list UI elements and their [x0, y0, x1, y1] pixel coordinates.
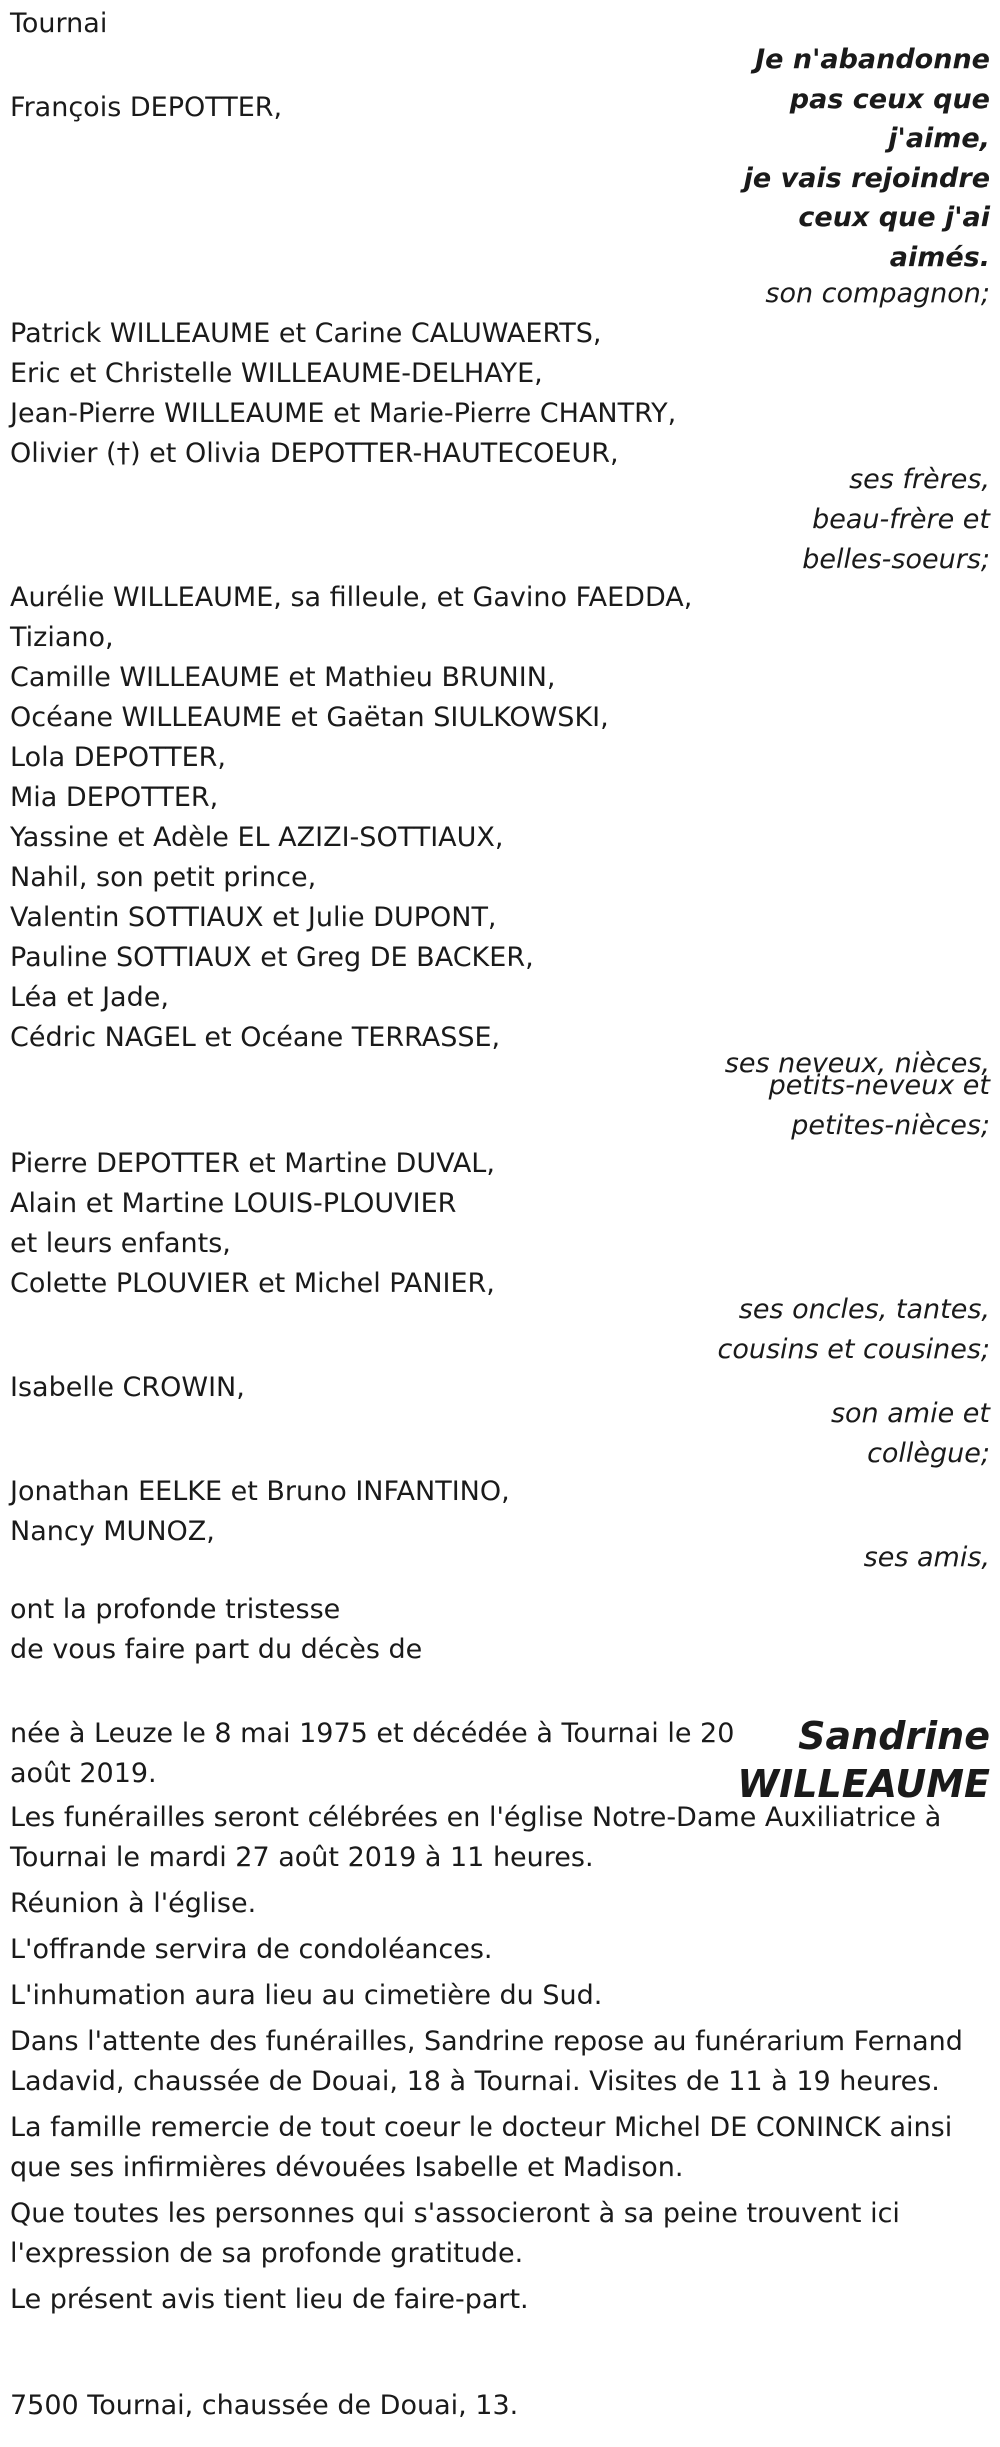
detail-paragraph: L'offrande servira de condoléances. — [10, 1934, 493, 1965]
family-name: Jonathan EELKE et Bruno INFANTINO, — [10, 1476, 510, 1507]
family-name: Eric et Christelle WILLEAUME-DELHAYE, — [10, 358, 543, 389]
detail-paragraph: Dans l'attente des funérailles, Sandrine repose au funérarium Fernand Ladavid, chaussée de Douai, 18 à Tournai. Visites de 11 à 19 heures. — [10, 2026, 963, 2097]
family-name: et leurs enfants, — [10, 1228, 231, 1259]
relation-label: ses neveux, nièces, — [724, 1048, 990, 1079]
relation-label: cousins et cousines; — [717, 1334, 990, 1365]
family-name: Camille WILLEAUME et Mathieu BRUNIN, — [10, 662, 556, 693]
family-name: Patrick WILLEAUME et Carine CALUWAERTS, — [10, 318, 602, 349]
companion-name: François DEPOTTER, — [10, 92, 283, 123]
address: 7500 Tournai, chaussée de Douai, 13. — [10, 2390, 519, 2421]
quote-line: j'aime, — [888, 123, 990, 154]
family-name: Océane WILLEAUME et Gaëtan SIULKOWSKI, — [10, 702, 609, 733]
family-name: Valentin SOTTIAUX et Julie DUPONT, — [10, 902, 497, 933]
detail-paragraph: Réunion à l'église. — [10, 1888, 257, 1919]
family-name: Aurélie WILLEAUME, sa filleule, et Gavino FAEDDA, — [10, 582, 693, 613]
quote-line: aimés. — [889, 241, 990, 273]
family-name: Jean-Pierre WILLEAUME et Marie-Pierre CHANTRY, — [10, 398, 677, 429]
family-name: Colette PLOUVIER et Michel PANIER, — [10, 1268, 495, 1299]
detail-paragraph: La famille remercie de tout coeur le docteur Michel DE CONINCK ainsi que ses infirmières dévouées Isabelle et Madison. — [10, 2112, 953, 2183]
deceased-name — [737, 1712, 990, 1808]
detail-paragraph: Que toutes les personnes qui s'associeront à sa peine trouvent ici l'expression de sa profonde gratitude. — [10, 2198, 900, 2269]
family-name: Nancy MUNOZ, — [10, 1516, 215, 1547]
family-name: Pauline SOTTIAUX et Greg DE BACKER, — [10, 942, 534, 973]
quote-line: je vais rejoindre — [743, 162, 990, 194]
detail-paragraph: Le présent avis tient lieu de faire-part. — [10, 2284, 529, 2315]
family-name: Mia DEPOTTER, — [10, 782, 219, 813]
family-name: Olivier (†) et Olivia DEPOTTER-HAUTECOEUR, — [10, 438, 619, 469]
announcement-line: de vous faire part du décès de — [10, 1634, 423, 1665]
family-name: Yassine et Adèle EL AZIZI-SOTTIAUX, — [10, 822, 504, 853]
family-name: Cédric NAGEL et Océane TERRASSE, — [10, 1022, 501, 1053]
companion-relation: son compagnon; — [765, 278, 990, 309]
relation-label: ses amis, — [863, 1542, 990, 1573]
quote-line: ceux que j'ai — [798, 202, 990, 233]
detail-paragraph: L'inhumation aura lieu au cimetière du Sud. — [10, 1980, 603, 2011]
relation-label: ses frères, — [849, 464, 990, 495]
relation-label: belles-soeurs; — [802, 544, 990, 575]
announcement-line: ont la profonde tristesse — [10, 1594, 341, 1625]
deceased-last-name: WILLEAUME — [737, 1762, 990, 1806]
relation-label: collègue; — [867, 1438, 990, 1469]
quote-line: pas ceux que — [789, 83, 990, 115]
epitaph-quote — [744, 40, 990, 277]
detail-paragraph: Les funérailles seront célébrées en l'église Notre-Dame Auxiliatrice à Tournai le mardi 27 août 2019 à 11 heures. — [10, 1802, 942, 1873]
family-name: Alain et Martine LOUIS-PLOUVIER — [10, 1188, 457, 1219]
family-name: Isabelle CROWIN, — [10, 1372, 245, 1403]
city-header: Tournai — [10, 8, 108, 39]
relation-label: beau-frère et — [812, 504, 990, 535]
family-name: Nahil, son petit prince, — [10, 862, 317, 893]
family-name: Tiziano, — [10, 622, 114, 653]
relation-label: petits-neveux et — [768, 1070, 990, 1101]
family-name: Lola DEPOTTER, — [10, 742, 227, 773]
birth-death-text: née à Leuze le 8 mai 1975 et décédée à Tournai le 20 août 2019. — [10, 1718, 735, 1789]
relation-label: son amie et — [830, 1398, 990, 1429]
quote-line: Je n'abandonne — [755, 44, 990, 75]
family-name: Pierre DEPOTTER et Martine DUVAL, — [10, 1148, 495, 1179]
relation-label: petites-nièces; — [791, 1110, 990, 1141]
relation-label: ses oncles, tantes, — [738, 1294, 990, 1325]
family-name: Léa et Jade, — [10, 982, 169, 1013]
deceased-first-name: Sandrine — [798, 1714, 990, 1758]
